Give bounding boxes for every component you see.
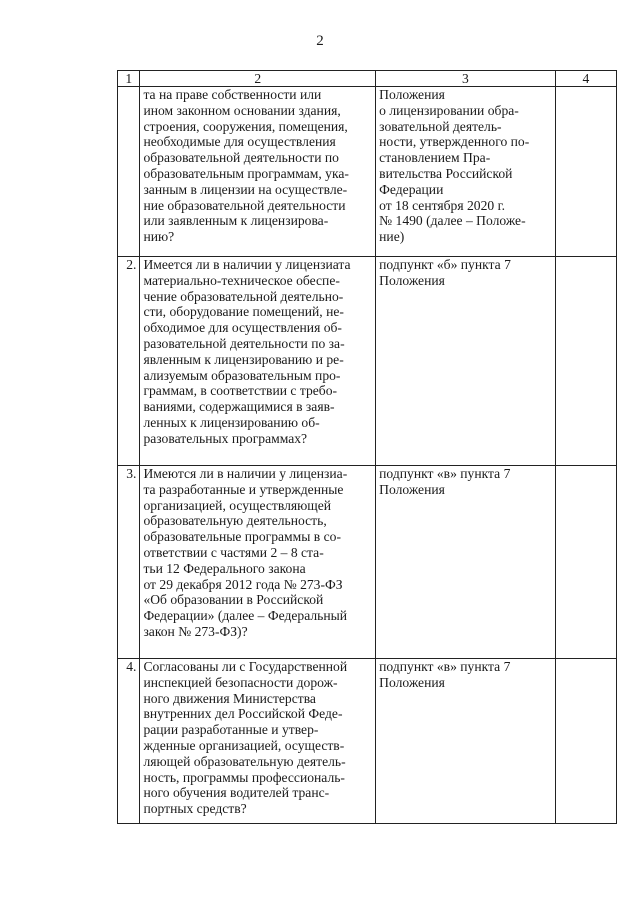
question-text: Согласованы ли с Государственной инспекцией безопасности дорож- ного движения Министерства внутренних дел Российской Феде- рации разработанные и утвер- жденные организацией, осуществ- ляющей образовательную деятель- ность, программы профессиональ- ного обучения водителей транс- портных средств? — [143, 659, 348, 817]
reference-text: подпункт «в» пункта 7 Положения — [379, 659, 511, 690]
reference-cell — [376, 659, 556, 824]
table-row — [118, 466, 617, 659]
table-row — [118, 87, 617, 257]
empty-cell — [555, 466, 616, 659]
reference-cell — [376, 257, 556, 466]
empty-cell — [555, 659, 616, 824]
column-header-1: 1 — [118, 71, 140, 87]
question-cell — [140, 466, 376, 659]
row-number: 3. — [118, 466, 140, 659]
table-row — [118, 659, 617, 824]
empty-cell — [555, 257, 616, 466]
question-cell — [140, 257, 376, 466]
reference-cell — [376, 466, 556, 659]
reference-text: подпункт «в» пункта 7 Положения — [379, 466, 511, 497]
checklist-table — [117, 70, 617, 824]
question-text: Имеются ли в наличии у лицензиа- та разработанные и утвержденные организацией, осуществляющей образовательную деятельность, образовательные программы в со- ответствии с частями 2 – 8 ста- тьи 12 Федерального закона от 29 декабря 2012 года № 273-ФЗ «Об образовании в Российской Федерации» (далее – Федеральный закон № 273-ФЗ)? — [143, 466, 348, 639]
reference-text: подпункт «б» пункта 7 Положения — [379, 257, 511, 288]
row-number — [118, 87, 140, 257]
row-number: 2. — [118, 257, 140, 466]
question-text: та на праве собственности или ином законном основании здания, строения, сооружения, помещения, необходимые для осуществления образовательной деятельности по образовательным программам, ука- занным в лицензии на осуществле- ние образовательной деятельности или заявленным к лицензирова- нию? — [143, 87, 349, 245]
question-text: Имеется ли в наличии у лицензиата материально-техническое обеспе- чение образовательной деятельно- сти, оборудование помещений, не- обходимое для осуществления об- разовательной деятельности по за- явленным к лицензированию и ре- ализуемым образовательным про- граммам, в соответствии с требо- ваниями, содержащимися в заяв- ленных к лицензированию об- разовательных программах? — [143, 257, 351, 446]
table-header — [118, 71, 617, 87]
column-header-2: 2 — [140, 71, 376, 87]
table-row — [118, 257, 617, 466]
reference-text: Положения о лицензировании обра- зовательной деятель- ности, утвержденного по- становлением Пра- вительства Российской Федерации от 18 сентября 2020 г. № 1490 (далее – Положе- ние) — [379, 87, 530, 245]
page-number: 2 — [316, 33, 324, 49]
question-cell — [140, 659, 376, 824]
empty-cell — [555, 87, 616, 257]
question-cell — [140, 87, 376, 257]
reference-cell — [376, 87, 556, 257]
column-header-4: 4 — [555, 71, 616, 87]
row-number: 4. — [118, 659, 140, 824]
column-header-3: 3 — [376, 71, 556, 87]
